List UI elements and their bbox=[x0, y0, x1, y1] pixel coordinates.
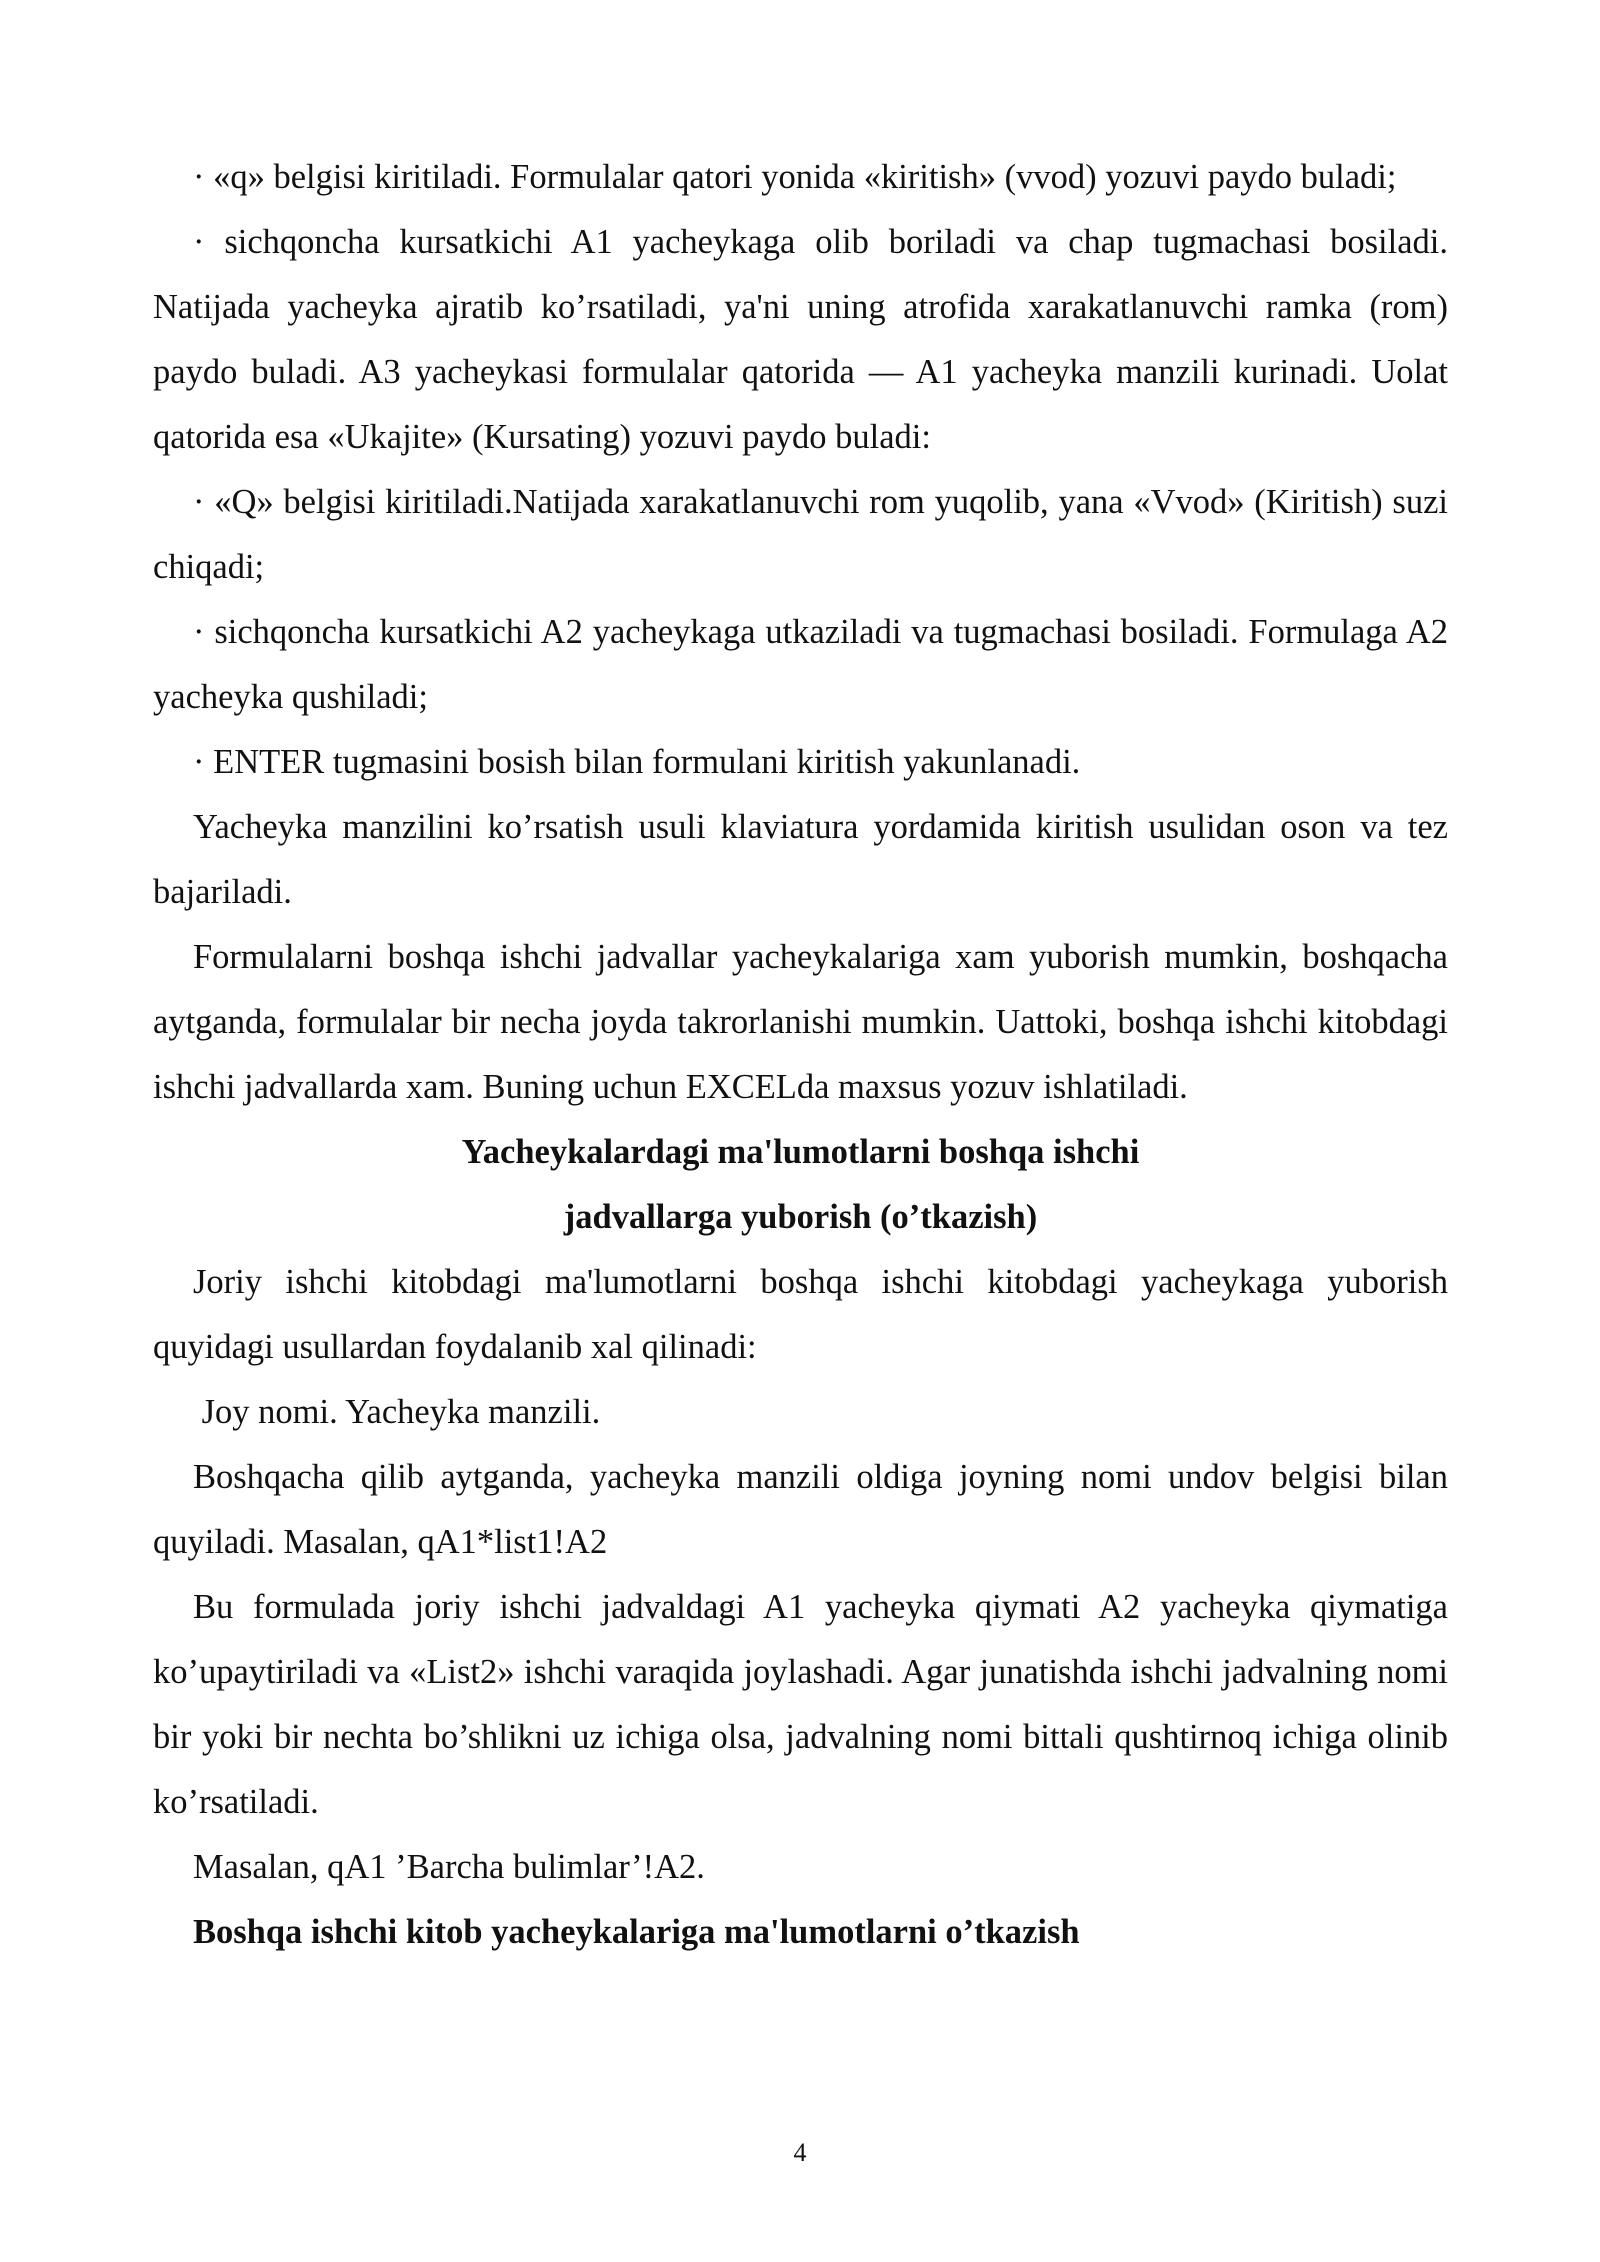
paragraph-bullet-a2: · sichqoncha kursatkichi A2 yacheykaga utkaziladi va tugmachasi bosiladi. Formulaga A2 yacheyka qushiladi; bbox=[153, 613, 1448, 716]
paragraph-syntax: Joy nomi. Yacheyka manzili. bbox=[193, 1393, 601, 1431]
paragraph-bullet-enter: · ENTER tugmasini bosish bilan formulani kiritish yakunlanadi. bbox=[193, 743, 1081, 781]
document-page bbox=[153, 145, 1448, 1965]
paragraph-current-workbook: Joriy ishchi kitobdagi ma'lumotlarni boshqa ishchi kitobdagi yacheykaga yuborish quyidagi usullardan foydalanib xal qilinadi: bbox=[153, 1263, 1448, 1366]
paragraph-formulas-other-sheets: Formulalarni boshqa ishchi jadvallar yacheykalariga xam yuborish mumkin, boshqacha aytganda, formulalar bir necha joyda takrorlanishi mumkin. Uattoki, boshqa ishchi kitobdagi ishchi jadvallarda xam. Buning uchun EXCELda maxsus yozuv ishlatiladi. bbox=[153, 938, 1448, 1106]
subsection-heading: Boshqa ishchi kitob yacheykalariga ma'lumotlarni o’tkazish bbox=[193, 1913, 1080, 1951]
paragraph-bullet-q: · «q» belgisi kiritiladi. Formulalar qatori yonida «kiritish» (vvod) yozuvi paydo buladi; bbox=[193, 158, 1397, 196]
page-number: 4 bbox=[793, 2138, 807, 2167]
paragraph-example-1: Boshqacha qilib aytganda, yacheyka manzili oldiga joyning nomi undov belgisi bilan quyiladi. Masalan, qA1*list1!A2 bbox=[153, 1458, 1448, 1561]
section-heading-line-2: jadvallarga yuborish (o’tkazish) bbox=[563, 1198, 1038, 1236]
paragraph-example-2: Masalan, qA1 ’Barcha bulimlar’!A2. bbox=[193, 1848, 705, 1886]
paragraph-bullet-Q: · «Q» belgisi kiritiladi.Natijada xarakatlanuvchi rom yuqolib, yana «Vvod» (Kiritish) suzi chiqadi; bbox=[153, 483, 1448, 586]
paragraph-bullet-a1: · sichqoncha kursatkichi A1 yacheykaga olib boriladi va chap tugmachasi bosiladi. Natijada yacheyka ajratib ko’rsatiladi, ya'ni uning atrofida xarakatlanuvchi ramka (rom) paydo buladi. A3 yacheykasi formulalar qatorida — A1 yacheyka manzili kurinadi. Uolat qatorida esa «Ukajite» (Kursating) yozuvi paydo buladi: bbox=[153, 223, 1448, 456]
paragraph-explanation: Bu formulada joriy ishchi jadvaldagi A1 yacheyka qiymati A2 yacheyka qiymatiga ko’upaytiriladi va «List2» ishchi varaqida joylashadi. Agar junatishda ishchi jadvalning nomi bir yoki bir nechta bo’shlikni uz ichiga olsa, jadvalning nomi bittali qushtirnoq ichiga olinib ko’rsatiladi. bbox=[153, 1588, 1448, 1821]
section-heading-line-1: Yacheykalardagi ma'lumotlarni boshqa ishchi bbox=[461, 1133, 1140, 1171]
paragraph-address-method: Yacheyka manzilini ko’rsatish usuli klaviatura yordamida kiritish usulidan oson va tez bajariladi. bbox=[153, 808, 1448, 911]
